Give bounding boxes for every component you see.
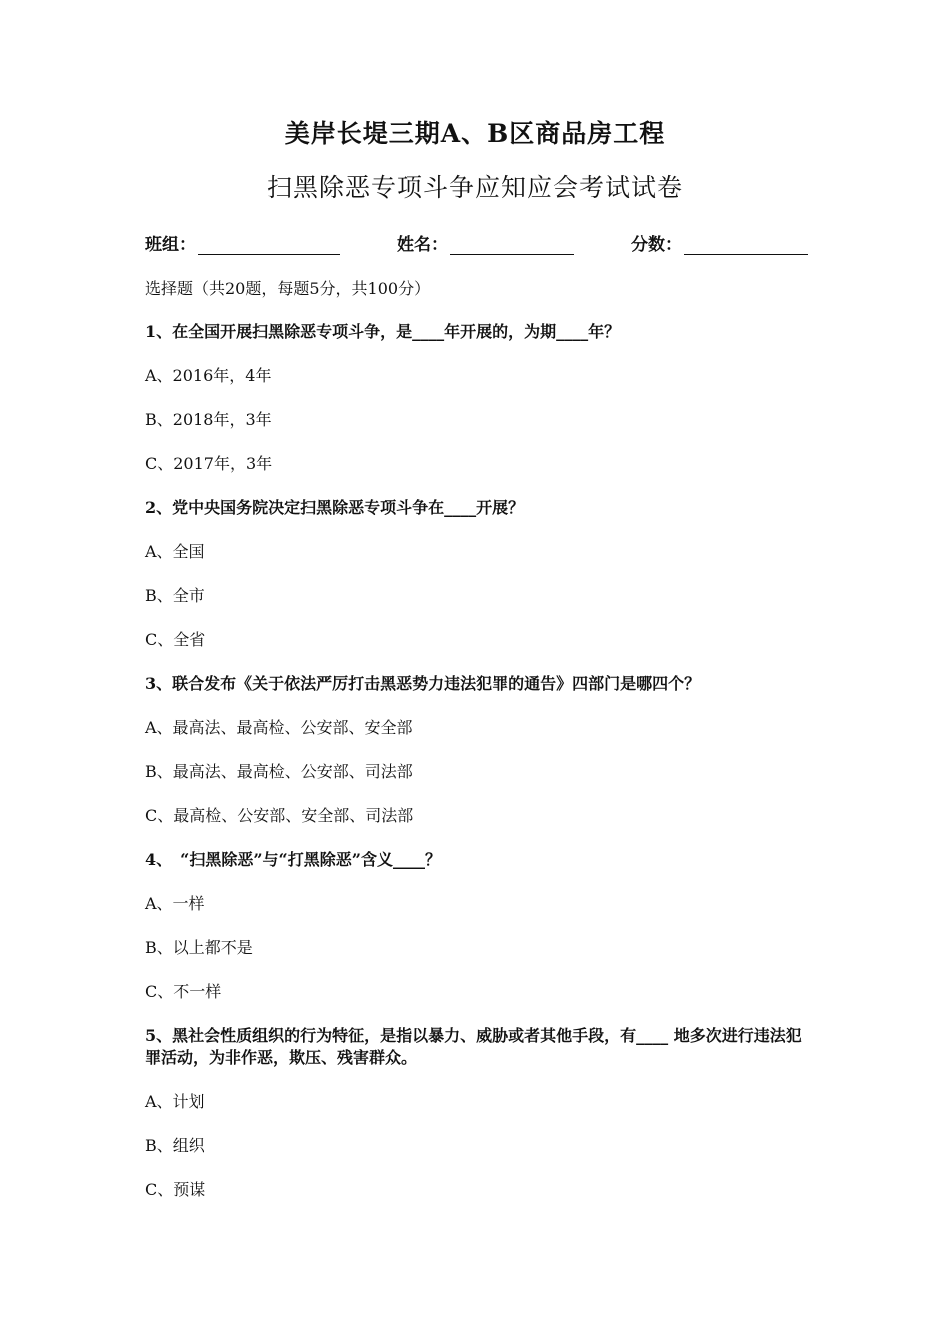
document-subtitle: 扫黑除恶专项斗争应知应会考试试卷 (266, 173, 683, 202)
option-c[interactable]: C、2017年，3年 (145, 454, 273, 473)
document-title: 美岸长堤三期A、B区商品房工程 (284, 119, 666, 148)
name-label: 姓名： (397, 235, 448, 255)
team-blank[interactable] (198, 236, 340, 255)
question-4 (145, 849, 810, 1003)
option-b[interactable]: B、以上都不是 (145, 938, 253, 957)
question-2 (145, 497, 810, 651)
question-5 (145, 1025, 810, 1201)
option-c[interactable]: C、不一样 (145, 982, 222, 1001)
question-text: 3、联合发布《关于依法严厉打击黑恶势力违法犯罪的通告》四部门是哪四个？ (145, 674, 701, 693)
header-fields (145, 230, 815, 256)
option-a[interactable]: A、计划 (145, 1092, 205, 1111)
option-c[interactable]: C、全省 (145, 630, 206, 649)
name-blank[interactable] (450, 236, 574, 255)
question-text: 4、 “扫黑除恶”与“打黑除恶”含义____？ (145, 850, 441, 869)
question-text: 2、党中央国务院决定扫黑除恶专项斗争在____开展？ (145, 498, 525, 517)
option-c[interactable]: C、最高检、公安部、安全部、司法部 (145, 806, 414, 825)
question-text: 5、黑社会性质组织的行为特征，是指以暴力、威胁或者其他手段，有____ 地多次进行违法犯罪活动，为非作恶，欺压、残害群众。 (145, 1026, 802, 1067)
question-text: 1、在全国开展扫黑除恶专项斗争，是____年开展的，为期____年？ (145, 322, 621, 341)
score-field (631, 230, 808, 255)
question-list (145, 321, 810, 1223)
team-field (145, 230, 340, 255)
option-b[interactable]: B、最高法、最高检、公安部、司法部 (145, 762, 413, 781)
option-b[interactable]: B、2018年，3年 (145, 410, 272, 429)
question-1 (145, 321, 810, 475)
section-intro: 选择题（共20题，每题5分，共100分） (145, 279, 431, 298)
option-b[interactable]: B、全市 (145, 586, 205, 605)
option-c[interactable]: C、预谋 (145, 1180, 206, 1199)
score-label: 分数： (631, 235, 682, 255)
option-a[interactable]: A、一样 (145, 894, 205, 913)
option-a[interactable]: A、最高法、最高检、公安部、安全部 (145, 718, 413, 737)
option-a[interactable]: A、2016年，4年 (145, 366, 272, 385)
team-label: 班组： (145, 235, 196, 255)
name-field (397, 230, 574, 255)
question-3 (145, 673, 810, 827)
score-blank[interactable] (684, 236, 808, 255)
option-a[interactable]: A、全国 (145, 542, 205, 561)
option-b[interactable]: B、组织 (145, 1136, 205, 1155)
